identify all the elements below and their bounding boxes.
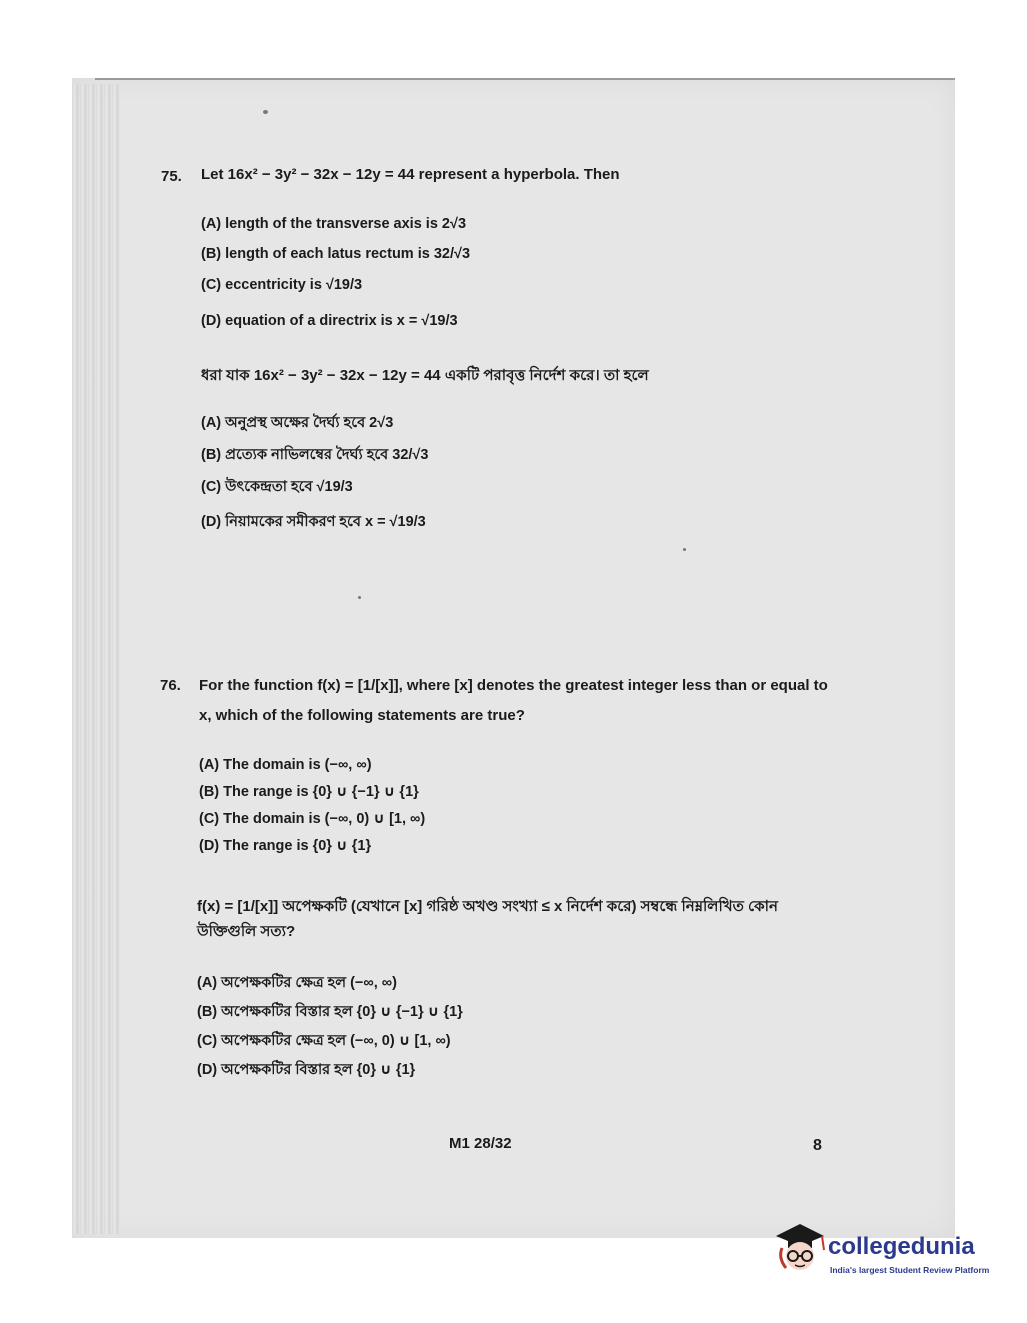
question-stem-en-line2: x, which of the following statements are true? bbox=[199, 707, 525, 724]
option-a-bn: (A) অপেক্ষকটির ক্ষেত্র হল (−∞, ∞) bbox=[197, 975, 397, 991]
option-b-en: (B) length of each latus rectum is 32/√3 bbox=[201, 246, 471, 262]
option-b-bn: (B) প্রত্যেক নাভিলম্বের দৈর্ঘ্য হবে 32/√3 bbox=[201, 447, 429, 463]
brand-tagline: India's largest Student Review Platform bbox=[830, 1265, 990, 1275]
option-b-bn: (B) অপেক্ষকটির বিস্তার হল {0} ∪ {−1} ∪ {1} bbox=[197, 1004, 463, 1020]
option-c-bn: (C) উৎকেন্দ্রতা হবে √19/3 bbox=[201, 479, 353, 495]
option-b-en: (B) The range is {0} ∪ {−1} ∪ {1} bbox=[199, 784, 419, 800]
scan-speck bbox=[263, 110, 268, 114]
option-d-bn: (D) নিয়ামকের সমীকরণ হবে x = √19/3 bbox=[201, 514, 426, 530]
option-a-en: (A) length of the transverse axis is 2√3 bbox=[201, 216, 467, 232]
option-c-en: (C) eccentricity is √19/3 bbox=[201, 277, 363, 293]
question-stem-en-line1: For the function f(x) = [1/[x]], where [x] denotes the greatest integer less than or equal to bbox=[199, 677, 828, 694]
question-stem-bn-line2: উক্তিগুলি সত্য? bbox=[197, 923, 296, 940]
option-d-en: (D) The range is {0} ∪ {1} bbox=[199, 838, 372, 854]
option-c-bn: (C) অপেক্ষকটির ক্ষেত্র হল (−∞, 0) ∪ [1, ∞) bbox=[197, 1033, 451, 1049]
scan-speck bbox=[358, 596, 361, 599]
question-stem-en: Let 16x² − 3y² − 32x − 12y = 44 represent a hyperbola. Then bbox=[201, 166, 620, 183]
option-d-bn: (D) অপেক্ষকটির বিস্তার হল {0} ∪ {1} bbox=[197, 1062, 416, 1078]
question-number: 75. bbox=[161, 168, 182, 185]
binding-shadow bbox=[72, 84, 120, 1234]
brand-name: collegedunia bbox=[828, 1233, 975, 1260]
option-c-en: (C) The domain is (−∞, 0) ∪ [1, ∞) bbox=[199, 811, 426, 827]
question-stem-bn: ধরা যাক 16x² − 3y² − 32x − 12y = 44 একটি পরাবৃত্ত নির্দেশ করে। তা হলে bbox=[201, 367, 649, 384]
question-number: 76. bbox=[160, 677, 181, 694]
question-stem-bn-line1: f(x) = [1/[x]] অপেক্ষকটি (যেখানে [x] গরিষ্ঠ অখণ্ড সংখ্যা ≤ x নির্দেশ করে) সম্বন্ধে নিম্নলিখিত কোন bbox=[197, 898, 778, 915]
scan-speck bbox=[683, 548, 686, 551]
option-a-en: (A) The domain is (−∞, ∞) bbox=[199, 757, 372, 773]
option-a-bn: (A) অনুপ্রস্থ অক্ষের দৈর্ঘ্য হবে 2√3 bbox=[201, 415, 394, 431]
page-top-edge bbox=[95, 78, 955, 80]
option-d-en: (D) equation of a directrix is x = √19/3 bbox=[201, 313, 458, 329]
page-code: M1 28/32 bbox=[449, 1135, 512, 1152]
page-mark: 8 bbox=[813, 1137, 822, 1154]
